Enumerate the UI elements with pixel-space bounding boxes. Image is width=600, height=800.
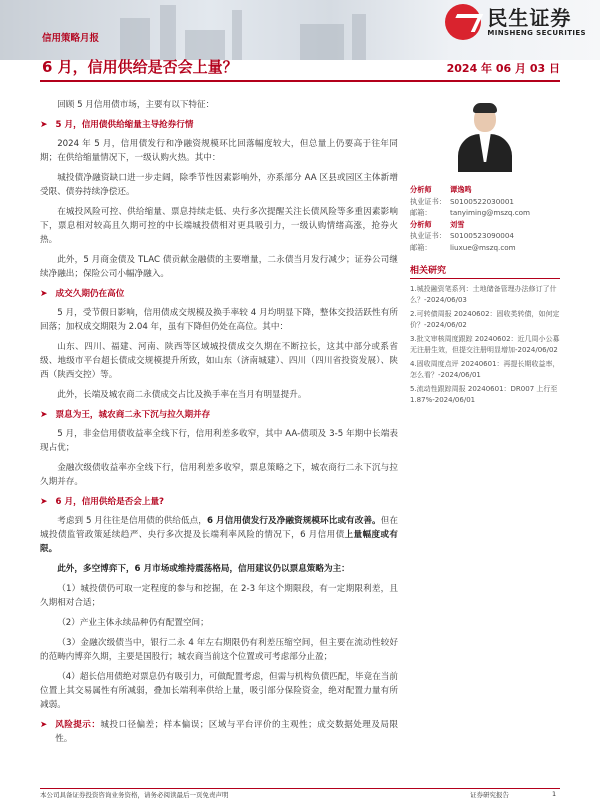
- analyst-cert-row: [410, 196, 560, 208]
- cert-label: 执业证书：: [410, 196, 446, 206]
- analyst-cert-row: [410, 230, 560, 242]
- section-heading-text: 6 月，信用供给是否会上量?: [55, 497, 165, 507]
- paragraph: 2024 年 5 月，信用债发行和净融资规模环比回落幅度较大，但总量上仍要高于往年同期；在供给缩量情况下，一级认购火热。其中：: [40, 139, 398, 163]
- paragraph: 山东、四川、福建、河南、陕西等区域城投债成交久期在不断拉长，这其中部分或系省级、地级市平台超长债成交规模提升所致，如山东（济南城建）、四川（四川省投资发展）、陕西（陕西交控）等。: [40, 342, 398, 380]
- risk-warning: [40, 718, 398, 746]
- report-title: 6 月，信用供给是否会上量？: [42, 58, 238, 76]
- text-run: 但在城投债监管政策延续趋严、央行多次提及长端利率风险的情况下，6 月信用债: [40, 516, 398, 540]
- intro-paragraph: 回顾 5 月信用债市场，主要有以下特征：: [57, 100, 215, 110]
- footer-disclaimer: 本公司具备证券投资咨询业务资格，请务必阅读最后一页免责声明: [40, 791, 229, 799]
- related-research-list: [410, 284, 560, 406]
- arrow-icon: ➤: [40, 720, 48, 730]
- paragraph: 城投债净融资缺口进一步走阔，除季节性因素影响外，亦系部分 AA 区县或园区主体新增受限、债券持续净偿还。: [40, 173, 398, 197]
- skyline-building: [120, 18, 150, 60]
- report-series: 信用策略月报: [42, 33, 100, 44]
- email-label: 邮箱：: [410, 208, 432, 217]
- paragraph: 5 月，非金信用债收益率全线下行，信用利差多收窄，其中 AA-债项及 3-5 年期中长端表现占优；: [40, 429, 398, 453]
- risk-text: 城投口径偏差；样本偏误；区域与平台评价的主观性；成交数据处理及局限性。: [55, 720, 398, 744]
- arrow-icon: ➤: [40, 410, 48, 420]
- related-research-item[interactable]: 1.城投融资笔系列：土地储备管理办法修订了什么？-2024/06/03: [410, 285, 557, 304]
- skyline-building: [352, 14, 366, 60]
- text-run: 考虑到 5 月往往是信用债的供给低点，: [57, 516, 207, 526]
- main-column: [40, 98, 398, 752]
- paragraph: 在城投风险可控、供给缩量、票息持续走低、央行多次提醒关注长债风险等多重因素影响下，票息相对较高且久期可控的中长端城投债相对更具吸引力，一级认购情绪高涨，抢券火热。: [40, 207, 398, 245]
- related-research-item[interactable]: 2.可转债周报 20240602：固收类转债，如何定价？-2024/06/02: [410, 310, 560, 329]
- list-paragraph: （2）产业主体永续品种仍有配置空间；: [57, 618, 209, 628]
- arrow-icon: ➤: [40, 289, 48, 299]
- logo-en-text: MINSHENG SECURITIES: [487, 29, 586, 37]
- analyst-name-row: [410, 219, 560, 231]
- section-heading-1: [40, 118, 398, 132]
- risk-label: 风险提示：: [55, 720, 101, 730]
- related-research: [410, 263, 560, 406]
- analyst-photo: [450, 98, 520, 172]
- paragraph: 5 月，受节假日影响，信用债成交规模及换手率较 4 月均明显下降，整体交投活跃性有所回落；加权成交期限为 2.04 年，虽有下降但仍处在高位。其中：: [40, 308, 398, 332]
- cert-label: 执业证书：: [410, 231, 446, 240]
- section-heading-3: [40, 408, 398, 422]
- analyst-role: 分析师: [410, 219, 432, 229]
- related-research-item[interactable]: 3.批文审核周度跟踪 20240602：近几周小公募无注册生效，但提交注册明显增加-2024/06/02: [410, 335, 560, 354]
- list-paragraph: （1）城投债仍可取一定程度的参与和挖掘，在 2-3 年这个期限段，有一定期限利差，且久期相对合适；: [40, 584, 398, 608]
- footer-report-type: 证券研究报告: [470, 791, 509, 799]
- report-date: 2024 年 06 月 03 日: [446, 62, 560, 75]
- arrow-icon: ➤: [40, 497, 48, 507]
- skyline-building: [232, 10, 242, 60]
- analyst-email-row: [410, 207, 560, 219]
- analyst-name: 刘雪: [450, 219, 465, 229]
- analyst-name: 谭逸鸣: [450, 185, 472, 194]
- related-research-item[interactable]: 5.流动性跟踪周报 20240601：DR007 上行至 1.87%-2024/06/01: [410, 385, 558, 404]
- section-heading-text: 5 月，信用债供给缩量主导抢券行情: [55, 120, 194, 130]
- section-heading-text: 票息为王，城农商二永下沉与拉久期并存: [55, 410, 211, 420]
- related-research-heading: 相关研究: [410, 263, 560, 279]
- related-research-item[interactable]: 4.固收周度点评 20240601：再提长期收益率，怎么看？-2024/06/01: [410, 360, 560, 379]
- paragraph: 此外，5 月商金债及 TLAC 债贡献金融债的主要增量，二永债当月发行减少；证券公司继续净融出；保险公司小幅净融入。: [40, 255, 398, 279]
- company-logo: [445, 4, 586, 40]
- section-heading-2: [40, 287, 398, 301]
- email-address[interactable]: tanyiming@mszq.com: [450, 208, 531, 217]
- paragraph: [40, 514, 398, 556]
- paragraph: 此外，多空博弈下，6 月市场或维持震荡格局，信用建议仍以票息策略为主：: [57, 564, 350, 574]
- bold-text-run: 上量幅度或有限。: [40, 530, 398, 554]
- cert-number: S0100522030001: [450, 196, 515, 206]
- skyline-building: [300, 24, 344, 60]
- logo-mark-icon: [445, 4, 481, 40]
- paragraph: 金融次级债收益率亦全线下行，信用利差多收窄，票息策略之下，城农商行二永下沉与拉久期并存。: [40, 463, 398, 487]
- analyst-email-row: [410, 242, 560, 254]
- analyst-role: 分析师: [410, 185, 432, 194]
- bold-text-run: 6 月信用债发行及净融资规模环比或有改善。: [206, 516, 381, 526]
- paragraph: 此外，长端及城农商二永债成交占比及换手率在当月有明显提升。: [57, 390, 307, 400]
- sidebar: [410, 98, 560, 409]
- skyline-building: [160, 5, 176, 60]
- analyst-info: [410, 184, 560, 253]
- list-paragraph: （3）金融次级债当中，银行二永 4 年左右期限仍有利差压缩空间，但主要在流动性较好的范畴内博弈久期，主要是国股行；城农商当前这个位置或可考虑部分止盈；: [40, 638, 398, 662]
- page-number: 1: [552, 790, 557, 798]
- analyst-name-row: [410, 184, 560, 196]
- section-heading-4: [40, 495, 398, 509]
- footer-divider: [40, 788, 560, 789]
- cert-number: S0100523090004: [450, 231, 515, 240]
- email-label: 邮箱：: [410, 242, 432, 252]
- list-paragraph: （4）超长信用债绝对票息仍有吸引力，可做配置考虑，但需与机构负债匹配，毕竟在当前位置上其交易属性有所减弱，叠加长端利率供给上量，吸引部分保险资金，绝对配置力量有所减弱。: [40, 672, 398, 710]
- arrow-icon: ➤: [40, 120, 48, 130]
- email-address[interactable]: liuxue@mszq.com: [450, 242, 516, 252]
- logo-cn-text: 民生证券: [487, 6, 572, 30]
- section-heading-text: 成交久期仍在高位: [55, 289, 125, 299]
- header-divider: [40, 80, 560, 82]
